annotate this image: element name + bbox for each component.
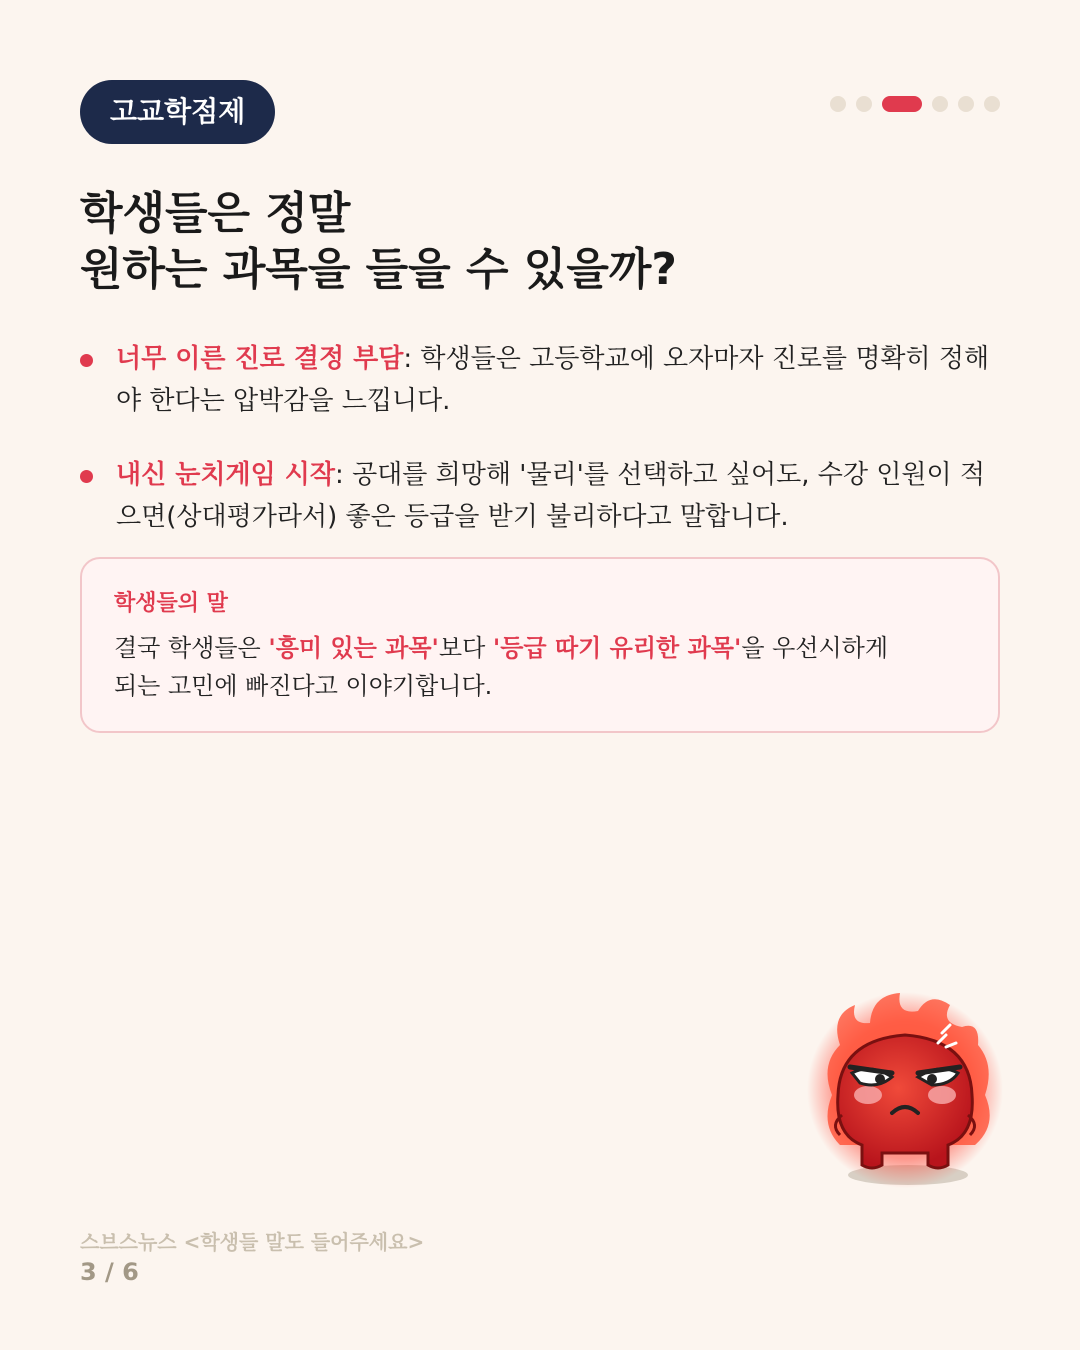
bullet-text: : 공대를 희망해 '물리'를 선택하고 싶어도, 수강 인원이 적으면(상대평가라서) 좋은 등급을 받기 불리하다고 말합니다. [116, 460, 986, 532]
title-line-2: 원하는 과목을 들을 수 있을까? [80, 244, 677, 295]
bullet-item [80, 338, 1000, 422]
bullet-highlight: 너무 이른 진로 결정 부담 [116, 344, 404, 374]
quote-label: 학생들의 말 [114, 591, 228, 616]
bullet-highlight: 내신 눈치게임 시작 [116, 460, 336, 490]
category-tag: 고교학점제 [80, 80, 275, 144]
quote-text [114, 629, 966, 705]
quote-segment: 보다 [438, 634, 493, 662]
quote-line-2: 되는 고민에 빠진다고 이야기합니다. [114, 672, 493, 700]
angry-fire-character-icon [800, 985, 1010, 1195]
title-line-1: 학생들은 정말 [80, 188, 351, 239]
pagination-dot [984, 96, 1000, 112]
quote-highlight: '등급 따기 유리한 과목' [492, 634, 742, 662]
student-quote-box [80, 557, 1000, 733]
pagination-dot [958, 96, 974, 112]
page-number: 3 / 6 [80, 1258, 139, 1286]
bullet-dot-icon [80, 354, 93, 367]
bullet-dot-icon [80, 470, 93, 483]
quote-segment: 을 우선시하게 [741, 634, 889, 662]
page-title [80, 186, 1000, 298]
quote-highlight: '흥미 있는 과목' [268, 634, 439, 662]
bullet-item [80, 454, 1000, 538]
footer-source: 스브스뉴스 <학생들 말도 들어주세요> [80, 1230, 425, 1254]
pagination-dots [830, 96, 1000, 112]
bullet-list [80, 338, 1000, 570]
pagination-dot [856, 96, 872, 112]
quote-segment: 결국 학생들은 [114, 634, 269, 662]
pagination-dot-active [882, 96, 922, 112]
pagination-dot [932, 96, 948, 112]
quote-line-1 [114, 629, 966, 667]
bullet-text: : 학생들은 고등학교에 오자마자 진로를 명확히 정해야 한다는 압박감을 느낍니다. [116, 344, 990, 416]
pagination-dot [830, 96, 846, 112]
